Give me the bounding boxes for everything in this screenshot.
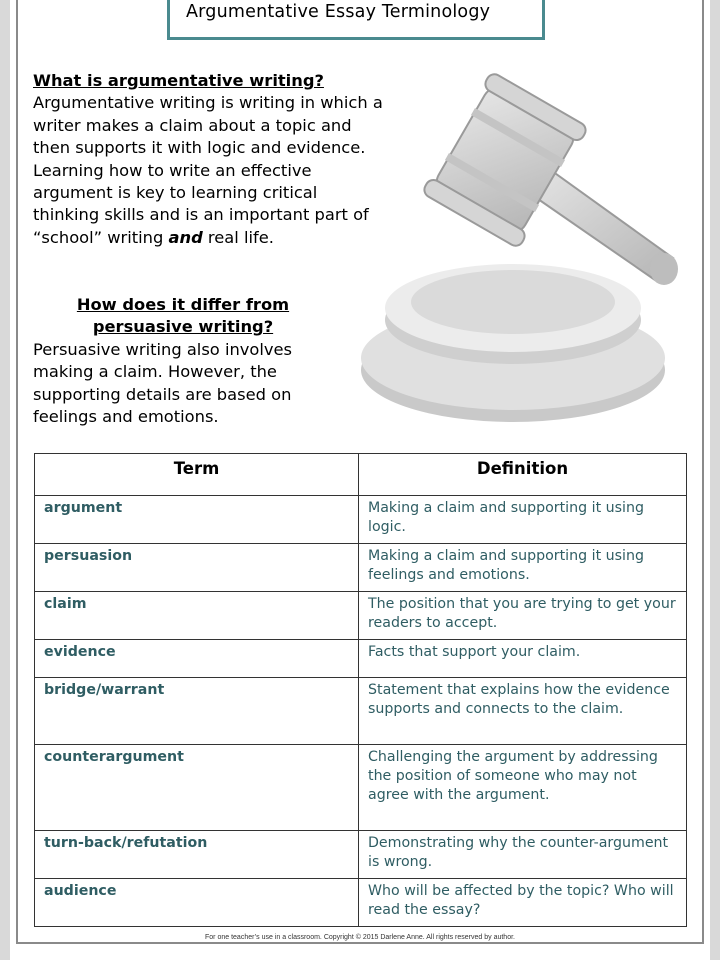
table-row (35, 879, 687, 927)
gavel-icon (355, 70, 700, 430)
definition-cell: Challenging the argument by addressing the position of someone who may not agree with the argument. (359, 745, 687, 831)
table-row (35, 592, 687, 640)
term-cell: audience (35, 879, 359, 927)
page-edge-left (0, 0, 10, 960)
term-cell: persuasion (35, 544, 359, 592)
term-cell: evidence (35, 640, 359, 678)
intro-answer-end: real life. (202, 227, 274, 247)
table-row (35, 544, 687, 592)
difference-question: How does it differ from persuasive writing? (76, 295, 290, 337)
table-row (35, 678, 687, 745)
term-cell: claim (35, 592, 359, 640)
table-row (35, 640, 687, 678)
page-title: Argumentative Essay Terminology (167, 0, 545, 40)
intro-answer-emphasis: and (168, 227, 203, 247)
copyright-footer: For one teacher’s use in a classroom. Copyright © 2015 Darlene Anne. All rights reserved by author. (205, 934, 515, 941)
table-row (35, 831, 687, 879)
term-cell: argument (35, 496, 359, 544)
page-edge-right (710, 0, 720, 960)
terminology-table (34, 453, 687, 927)
difference-section (33, 294, 333, 428)
table-header-row (35, 454, 687, 496)
definition-cell: The position that you are trying to get your readers to accept. (359, 592, 687, 640)
table-row (35, 496, 687, 544)
table-row (35, 745, 687, 831)
intro-answer-text: Argumentative writing is writing in which a writer makes a claim about a topic and then supports it with logic and evidence. Learning how to write an effective argument is key to learning critical thinking skills and is an important part of “school” writing (33, 93, 383, 247)
definition-cell: Facts that support your claim. (359, 640, 687, 678)
term-cell: counterargument (35, 745, 359, 831)
intro-answer (33, 93, 383, 246)
header-term: Term (35, 454, 359, 496)
definition-cell: Who will be affected by the topic? Who will read the essay? (359, 879, 687, 927)
term-cell: turn-back/refutation (35, 831, 359, 879)
definition-cell: Statement that explains how the evidence supports and connects to the claim. (359, 678, 687, 745)
definition-cell: Demonstrating why the counter-argument is wrong. (359, 831, 687, 879)
intro-section (33, 70, 385, 249)
intro-question: What is argumentative writing? (33, 71, 324, 90)
term-cell: bridge/warrant (35, 678, 359, 745)
header-definition: Definition (359, 454, 687, 496)
difference-answer: Persuasive writing also involves making a claim. However, the supporting details are based on feelings and emotions. (33, 339, 293, 427)
definition-cell: Making a claim and supporting it using logic. (359, 496, 687, 544)
definition-cell: Making a claim and supporting it using feelings and emotions. (359, 544, 687, 592)
